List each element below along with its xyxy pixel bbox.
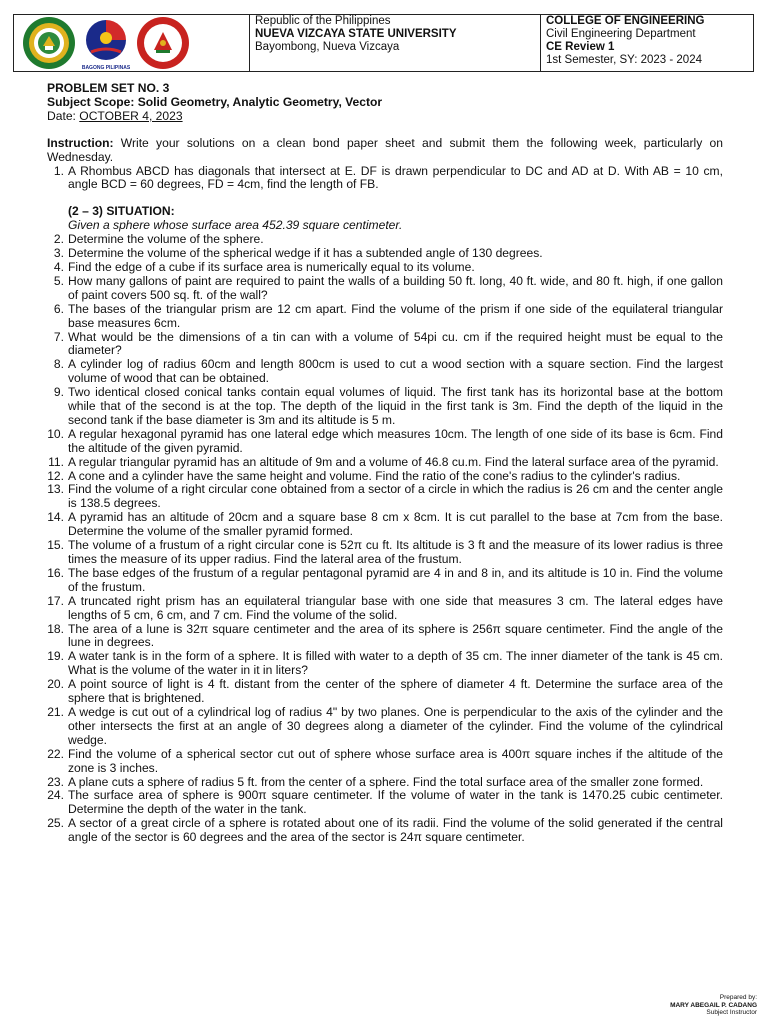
problem-number: 13. — [47, 482, 64, 497]
problem-text: A sector of a great circle of a sphere is rotated about one of its radii. Find the volume of the solid generated if the central angle of the sector is 60 degrees and the area of the sector is 24π square centimeter. — [68, 816, 723, 845]
problem-item — [47, 261, 723, 275]
situation-block — [47, 205, 723, 233]
problem-text: Find the volume of a spherical sector cut out of sphere whose surface area is 400π square inches if the altitude of the zone is 3 inches. — [68, 746, 723, 775]
problem-list-1 — [47, 165, 723, 193]
document-body — [47, 82, 723, 845]
instruction-text: Write your solutions on a clean bond paper sheet and submit them the following week, particularly on Wednesday. — [47, 135, 723, 164]
problem-item — [47, 511, 723, 539]
problem-item — [47, 650, 723, 678]
prepared-by-label: Prepared by: — [719, 994, 757, 1001]
problem-text: A cone and a cylinder have the same height and volume. Find the ratio of the cone's radius to the cylinder's radius. — [68, 468, 681, 483]
problem-item — [47, 539, 723, 567]
problem-text: The base edges of the frustum of a regular pentagonal pyramid are 4 in and 8 in, and its altitude is 10 in. Find the volume of the frustum. — [68, 565, 723, 594]
problem-number: 25. — [47, 816, 64, 831]
problem-item — [47, 483, 723, 511]
problem-item — [47, 358, 723, 386]
problem-item — [47, 247, 723, 261]
problem-number: 24. — [47, 788, 64, 803]
problem-number: 12. — [47, 468, 64, 483]
problem-text: Two identical closed conical tanks contain equal volumes of liquid. The first tank has its horizontal base at the bottom while that of the second is at the top. The depth of the liquid in the first tank is 3m. Find the depth of the liquid in the second tank if the base diameter is 3m and its altitude is 5 m. — [68, 385, 723, 427]
problem-number: 17. — [47, 593, 64, 608]
problem-item — [47, 303, 723, 331]
problem-text: A Rhombus ABCD has diagonals that intersect at E. DF is drawn perpendicular to DC and AD at D. With AB = 10 cm, angle BCD = 60 degrees, FD = 4cm, find the length of FB. — [68, 163, 723, 192]
problem-number: 14. — [47, 510, 64, 525]
bagong-pilipinas-caption: BAGONG PILIPINAS — [81, 65, 131, 71]
problem-list-3 — [47, 261, 723, 845]
problem-item — [47, 567, 723, 595]
problem-text: Determine the volume of the spherical wedge if it has a subtended angle of 130 degrees. — [68, 246, 543, 261]
problem-item — [47, 233, 723, 247]
problem-text: Find the volume of a right circular cone obtained from a sector of a circle in which the radius is 26 cm and the center angle is 138.5 degrees. — [68, 482, 723, 511]
problem-text: A regular hexagonal pyramid has one lateral edge which measures 10cm. The length of one side of its base is 6cm. Find the altitude of the given pyramid. — [68, 426, 723, 455]
problem-number: 18. — [47, 621, 64, 636]
college-of-engineering-seal-icon — [136, 16, 190, 70]
problem-number: 23. — [47, 774, 64, 789]
problem-list-2 — [47, 233, 723, 261]
instructor-role: Subject Instructor — [706, 1009, 757, 1016]
date-line — [47, 110, 723, 124]
republic-line: Republic of the Philippines — [255, 15, 391, 27]
problem-number: 11. — [48, 454, 64, 469]
problem-number: 15. — [47, 538, 64, 553]
problem-number: 19. — [47, 649, 64, 664]
problem-text: The surface area of sphere is 900π square centimeter. If the volume of water in the tank is 1470.25 cubic centimeter. Determine the depth of the water in the tank. — [68, 788, 723, 817]
problem-item — [47, 275, 723, 303]
instruction — [47, 137, 723, 165]
date-value: OCTOBER 4, 2023 — [79, 108, 183, 123]
problem-text: Find the edge of a cube if its surface area is numerically equal to its volume. — [68, 259, 475, 274]
problem-text: The volume of a frustum of a right circular cone is 52π cu ft. Its altitude is 3 ft and the measure of its lower radius is three times the measure of its upper radius. Find the lateral area of the frustum. — [68, 538, 723, 566]
problem-text: A cylinder log of radius 60cm and length 800cm is used to cut a wood section with a square section. Find the largest volume of wood that can be obtained. — [68, 357, 723, 386]
problem-item — [47, 428, 723, 456]
problem-item — [47, 623, 723, 651]
problem-text: A point source of light is 4 ft. distant from the center of the sphere of diameter 4 ft. Determine the surface area of the sphere that is brightened. — [68, 677, 723, 706]
page-title: PROBLEM SET NO. 3 — [47, 81, 170, 95]
problem-number: 10. — [47, 426, 64, 441]
problem-item — [47, 776, 723, 790]
problem-item — [47, 748, 723, 776]
problem-item — [47, 817, 723, 845]
college-name: COLLEGE OF ENGINEERING — [546, 15, 705, 27]
problem-number: 5. — [53, 273, 64, 288]
problem-number: 22. — [47, 746, 64, 761]
logo-group — [14, 15, 250, 71]
course-name: CE Review 1 — [546, 41, 615, 53]
situation-given: Given a sphere whose surface area 452.39 square centimeter. — [68, 218, 403, 233]
university-block — [250, 15, 541, 71]
problem-item — [47, 331, 723, 359]
problem-text: A pyramid has an altitude of 20cm and a square base 8 cm x 8cm. It is cut parallel to the base at 7cm from the base. Determine the volume of the smaller pyramid formed. — [68, 510, 723, 539]
problem-item — [47, 595, 723, 623]
date-label: Date: — [47, 108, 80, 123]
problem-number: 9. — [53, 385, 64, 400]
subject-scope: Subject Scope: Solid Geometry, Analytic Geometry, Vector — [47, 94, 383, 109]
instruction-label: Instruction: — [47, 135, 114, 150]
prepared-by-block — [670, 994, 757, 1017]
problem-text: What would be the dimensions of a tin can with a volume of 54pi cu. cm if the required height must be equal to the diameter? — [68, 329, 723, 358]
problem-number: 4. — [53, 259, 64, 274]
problem-number: 6. — [53, 301, 64, 316]
problem-item — [47, 456, 723, 470]
problem-text: The area of a lune is 32π square centimeter and the area of its sphere is 256π square centimeter. Find the angle of the lune in degrees. — [68, 621, 723, 650]
problem-text: A wedge is cut out of a cylindrical log of radius 4" by two planes. One is perpendicular to the axis of the cylinder and the other intersects the first at an angle of 30 degrees along a diameter of the cylinder. Find the volume of the cylindrical wedge. — [68, 704, 723, 747]
instructor-name: MARY ABEGAIL P. CADANG — [670, 1001, 757, 1009]
problem-text: A regular triangular pyramid has an altitude of 9m and a volume of 46.8 cu.m. Find the lateral surface area of the pyramid. — [68, 454, 719, 469]
problem-number: 7. — [53, 329, 64, 344]
problem-item — [47, 470, 723, 484]
problem-text: The bases of the triangular prism are 12 cm apart. Find the volume of the prism if one side of the equilateral triangular base measures 6cm. — [68, 301, 723, 330]
problem-text: How many gallons of paint are required to paint the walls of a building 50 ft. long, 40 ft. wide, and 80 ft. high, if one gallon of paint covers 500 sq. ft. of the wall? — [68, 273, 723, 302]
problem-number: 2. — [53, 232, 64, 247]
university-name: NUEVA VIZCAYA STATE UNIVERSITY — [255, 28, 457, 40]
problem-number: 1. — [53, 163, 64, 178]
college-block — [541, 15, 753, 71]
situation-heading: (2 – 3) SITUATION: — [68, 204, 175, 219]
bagong-pilipinas-icon — [79, 16, 133, 70]
problem-number: 3. — [53, 246, 64, 261]
problem-text: A water tank is in the form of a sphere. It is filled with water to a depth of 35 cm. The inner diameter of the tank is 45 cm. What is the volume of the water in it in liters? — [68, 649, 723, 678]
problem-item — [47, 706, 723, 748]
letterhead — [13, 14, 754, 72]
problem-text: A truncated right prism has an equilateral triangular base with one side that measures 3 cm. The lateral edges have lengths of 5 cm, 6 cm, and 7 cm. Find the volume of the solid. — [68, 593, 723, 622]
semester-line: 1st Semester, SY: 2023 - 2024 — [546, 54, 702, 66]
problem-number: 20. — [47, 677, 64, 692]
problem-text: A plane cuts a sphere of radius 5 ft. from the center of a sphere. Find the total surface area of the smaller zone formed. — [68, 774, 704, 789]
department-name: Civil Engineering Department — [546, 28, 696, 40]
problem-item — [47, 386, 723, 428]
problem-text: Determine the volume of the sphere. — [68, 232, 264, 247]
university-location: Bayombong, Nueva Vizcaya — [255, 41, 400, 53]
problem-number: 21. — [47, 704, 64, 719]
problem-item — [47, 789, 723, 817]
problem-item — [47, 165, 723, 193]
problem-number: 16. — [47, 565, 64, 580]
problem-number: 8. — [53, 357, 64, 372]
problem-item — [47, 678, 723, 706]
nvsu-seal-icon — [22, 16, 76, 70]
